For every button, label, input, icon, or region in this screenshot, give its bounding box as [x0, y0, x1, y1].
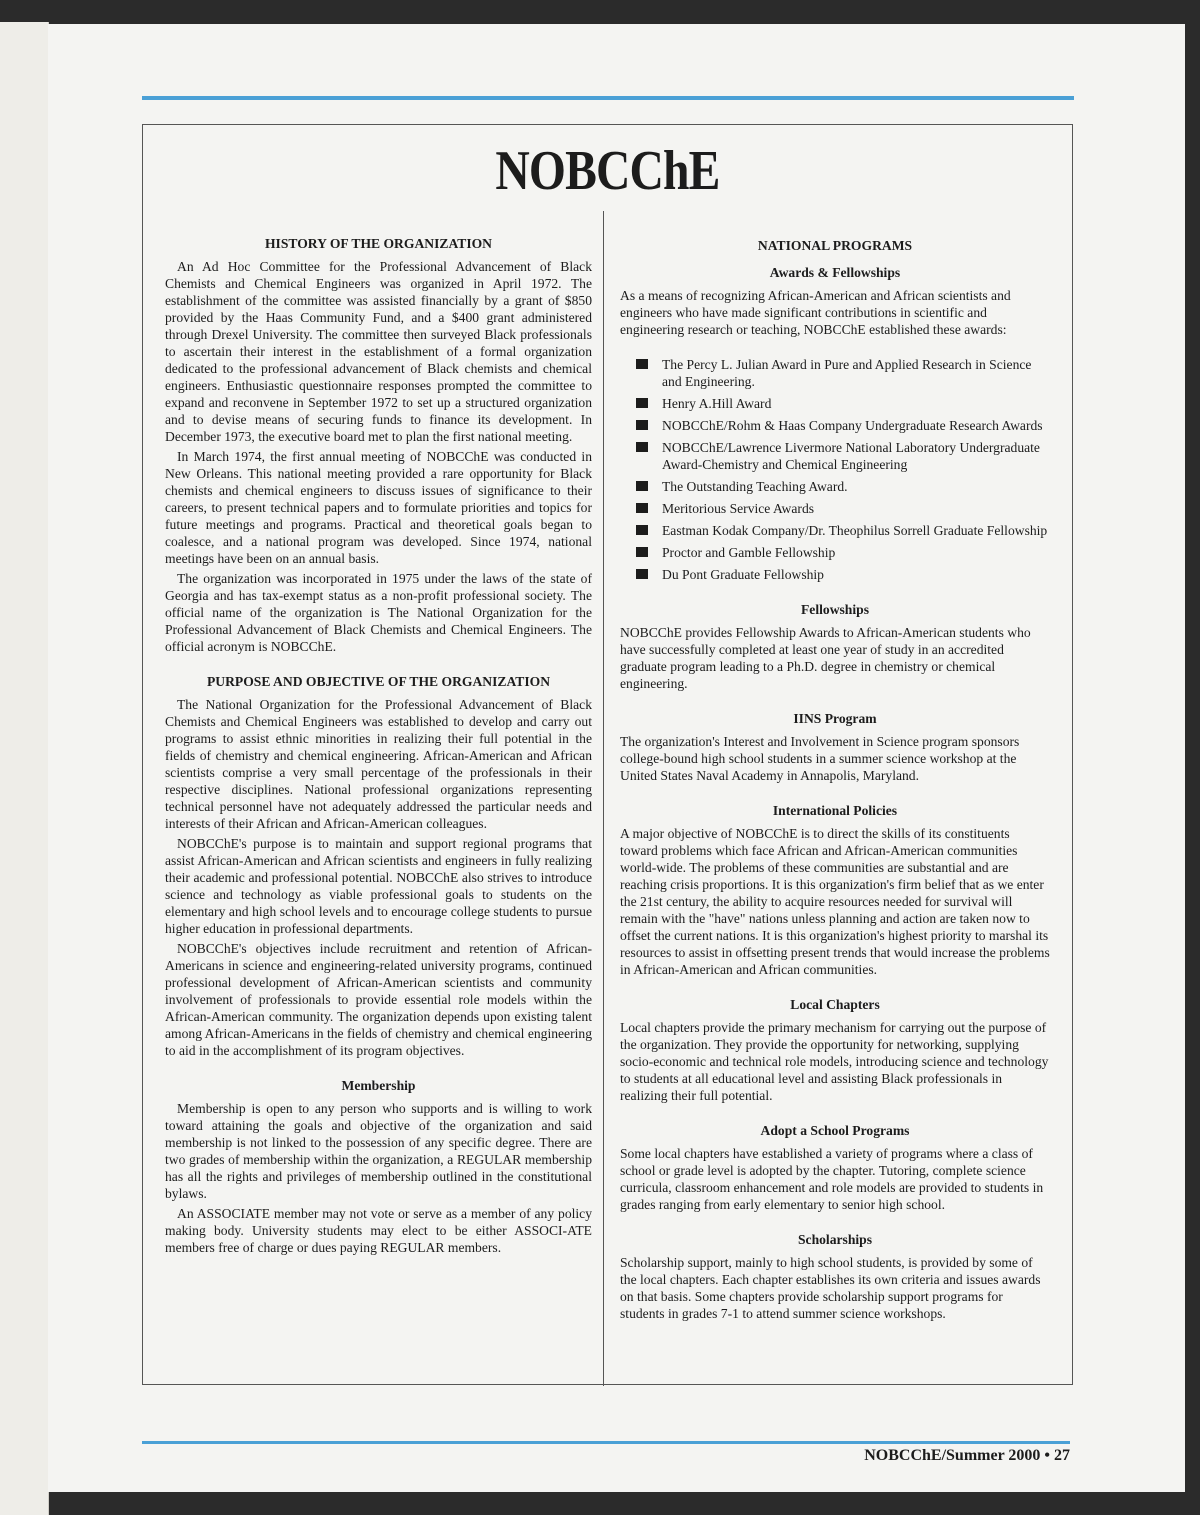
square-bullet-icon [636, 503, 648, 513]
top-blue-rule [142, 96, 1074, 100]
award-item [620, 395, 1050, 412]
paragraph: The National Organization for the Professional Advancement of Black Chemists and Chemical Engineers was established to develop and carry out programs to assist ethnic minorities in realizing their full potential in the fields of chemistry and chemical engineering. African-American and African scientists comprise a very small percentage of the professionals in their respective disciplines. National professional organizations representing technical personnel have not adequately addressed the particular needs and interests of their African and African-American colleagues. [165, 697, 592, 831]
awards-list [620, 356, 1050, 583]
award-item [620, 478, 1050, 495]
paragraph: Membership is open to any person who supports and is willing to work toward attaining the goals and objective of the organization and said membership is not linked to the possession of any specific degree. There are two grades of membership within the organization, a REGULAR membership has all the rights and privileges of membership outlined in the constitutional bylaws. [165, 1101, 592, 1201]
awards-intro: As a means of recognizing African-American and African scientists and engineers who have made significant contributions in scientific and engineering research or teaching, NOBCChE established these awards: [620, 288, 1011, 337]
section-text: Scholarship support, mainly to high school students, is provided by some of the local chapters. Each chapter establishes its own criteria and issues awards on that basis. Some chapters provide scholarship support programs for students in grades 7-1 to attend summer science workshops. [620, 1255, 1041, 1321]
section-heading: IINS Program [793, 711, 877, 726]
section-text: NOBCChE provides Fellowship Awards to African-American students who have successfully completed at least one year of study in an accredited graduate program leading to a Ph.D. degree in chemistry or chemical engineering. [620, 625, 1031, 691]
program-section [620, 601, 1050, 692]
award-label: Du Pont Graduate Fellowship [662, 567, 824, 582]
program-section [620, 710, 1050, 784]
award-item [620, 522, 1050, 539]
section-heading: Fellowships [801, 602, 869, 617]
program-section [620, 802, 1050, 978]
awards-section [620, 264, 1050, 583]
award-item [620, 356, 1050, 390]
program-section [620, 1122, 1050, 1213]
section-text: A major objective of NOBCChE is to direct the skills of its constituents toward problems which face African and African-American communities world-wide. The problems of these communities are substantial and are reaching crisis proportions. It is this organization's firm belief that as we enter the 21st century, the ability to acquire resources needed for survival will remain with the "have" nations unless planning and action are taken now to offset the current nations. It is this organization's highest priority to marshal its resources to assist in offsetting present trends that would increase the problems in African-American and African communities. [620, 826, 1050, 977]
award-label: NOBCChE/Lawrence Livermore National Laboratory Undergraduate Award-Chemistry and Chemical Engineering [662, 440, 1040, 472]
award-label: NOBCChE/Rohm & Haas Company Undergraduate Research Awards [662, 418, 1043, 433]
square-bullet-icon [636, 525, 648, 535]
page-footer: NOBCChE/Summer 2000 • 27 [864, 1447, 1070, 1464]
square-bullet-icon [636, 481, 648, 491]
history-heading: HISTORY OF THE ORGANIZATION [264, 236, 492, 251]
article-box [142, 124, 1073, 1385]
paragraph: NOBCChE's purpose is to maintain and support regional programs that assist African-American and African scientists and engineers in fully realizing their academic and professional potential. NOBCChE also strives to introduce science and technology as viable professional goals to students on the elementary and high school levels and to encourage college students to pursue higher education in professional departments. [165, 836, 592, 936]
square-bullet-icon [636, 569, 648, 579]
section-text: Local chapters provide the primary mechanism for carrying out the purpose of the organization. They provide the opportunity for networking, supplying socio-economic and technical role models, introducing science and technology to students at all educational level and assisting Black professionals in realizing their full potential. [620, 1020, 1049, 1103]
page-title: NOBCChE [495, 140, 720, 202]
national-programs-heading: NATIONAL PROGRAMS [757, 238, 913, 253]
section-heading: International Policies [772, 803, 898, 818]
award-label: Meritorious Service Awards [662, 501, 815, 516]
section-text: Some local chapters have established a variety of programs where a class of school or grade level is adopted by the chapter. Tutoring, complete science curricula, classroom enhancement and role models are provided to students in grades ranging from early elementary to senior high school. [620, 1146, 1044, 1212]
square-bullet-icon [636, 420, 648, 430]
column-divider [603, 211, 604, 1386]
section-heading: Local Chapters [790, 997, 880, 1012]
awards-heading: Awards & Fellowships [769, 265, 901, 280]
program-sections [620, 601, 1050, 1322]
square-bullet-icon [636, 359, 648, 369]
paragraph: NOBCChE's objectives include recruitment and retention of African-Americans in science and engineering-related university programs, continued professional development of African-American scientists and community involvement of professionals to provide essential role models within the African-American community. The organization depends upon existing talent among African-Americans in the fields of chemistry and chemical engineering to aid in the accomplishment of its program objectives. [165, 941, 592, 1058]
purpose-section [165, 673, 592, 1059]
paragraph: The organization was incorporated in 1975 under the laws of the state of Georgia and has tax-exempt status as a non-profit professional society. The official name of the organization is The National Organization for the Professional Advancement of Black Chemists and Chemical Engineers. The official acronym is NOBCChE. [165, 571, 592, 654]
paragraph: An Ad Hoc Committee for the Professional Advancement of Black Chemists and Chemical Engineers was organized in April 1972. The establishment of the committee was assisted financially by a grant of $850 provided by the Haas Community Fund, and a $400 grant administered through Drexel University. The committee then surveyed Black professionals to ascertain their interest in the establishment of a formal organization dedicated to the professional advancement of Black chemists and chemical engineers. Enthusiastic questionnaire responses prompted the committee to expand and reconvene in September 1972 to set up a structured organization and to devise means of securing funds to finance its development. In December 1973, the executive board met to plan the first national meeting. [165, 259, 592, 444]
award-item [620, 417, 1050, 434]
paragraph: An ASSOCIATE member may not vote or serve as a member of any policy making body. University students may elect to be either ASSOCI-ATE members free of charge or dues paying REGULAR members. [165, 1206, 592, 1255]
award-item [620, 544, 1050, 561]
award-label: Proctor and Gamble Fellowship [662, 545, 836, 560]
award-label: The Outstanding Teaching Award. [662, 479, 848, 494]
section-text: The organization's Interest and Involvement in Science program sponsors college-bound high school students in a summer science workshop at the United States Naval Academy in Annapolis, Maryland. [620, 734, 1020, 783]
bottom-blue-rule [142, 1441, 1070, 1444]
award-item [620, 439, 1050, 473]
facing-page-edge [0, 22, 49, 1515]
program-section [620, 996, 1050, 1104]
membership-section [165, 1077, 592, 1256]
award-item [620, 500, 1050, 517]
purpose-heading: PURPOSE AND OBJECTIVE OF THE ORGANIZATION [206, 674, 551, 689]
history-section [165, 235, 592, 655]
award-item [620, 566, 1050, 583]
membership-heading: Membership [341, 1078, 416, 1093]
square-bullet-icon [636, 398, 648, 408]
square-bullet-icon [636, 547, 648, 557]
program-section [620, 1231, 1050, 1322]
square-bullet-icon [636, 442, 648, 452]
left-column [165, 235, 592, 1259]
section-heading: Adopt a School Programs [760, 1123, 910, 1138]
right-column [620, 237, 1050, 1325]
paragraph: In March 1974, the first annual meeting of NOBCChE was conducted in New Orleans. This national meeting provided a rare opportunity for Black chemists and chemical engineers to discuss issues of significance to their careers, to present technical papers and to formulate priorities and topics for future meetings and programs. Practical and theoretical goals began to coalesce, and a national program was developed. Since 1974, national meetings have been on an annual basis. [165, 449, 592, 566]
section-heading: Scholarships [797, 1232, 873, 1247]
award-label: The Percy L. Julian Award in Pure and Applied Research in Science and Engineering. [662, 357, 1032, 389]
award-label: Henry A.Hill Award [662, 396, 772, 411]
award-label: Eastman Kodak Company/Dr. Theophilus Sorrell Graduate Fellowship [662, 523, 1048, 538]
